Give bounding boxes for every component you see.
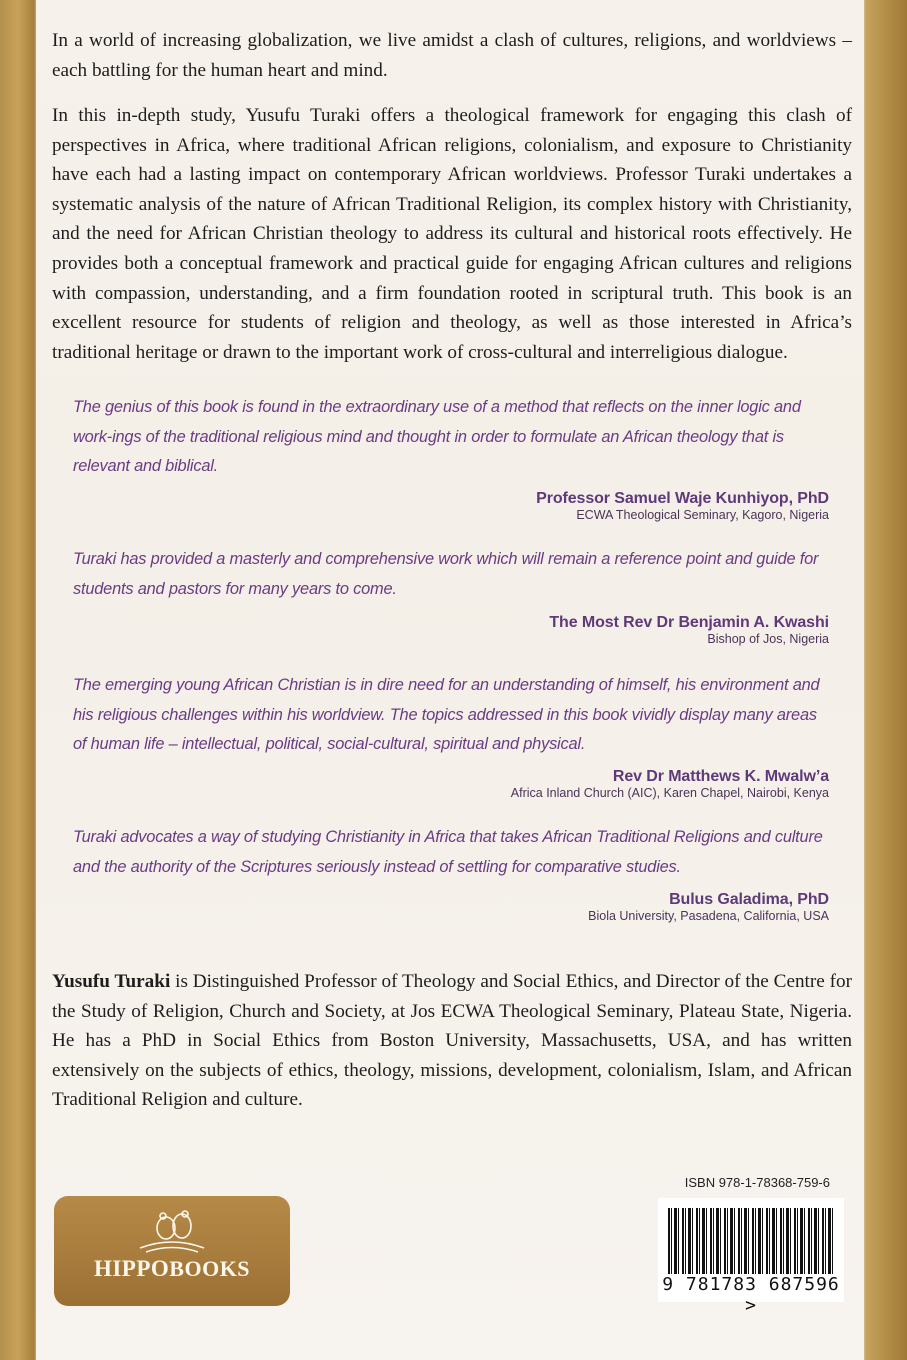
barcode-bars [668, 1208, 834, 1274]
endorser-name: The Most Rev Dr Benjamin A. Kwashi [549, 614, 829, 631]
endorser-name: Bulus Galadima, PhD [669, 891, 829, 908]
publisher-logo [54, 1196, 290, 1306]
endorser-affiliation: Africa Inland Church (AIC), Karen Chapel, Nairobi, Kenya [510, 786, 829, 800]
barcode [658, 1198, 844, 1316]
endorsement-attribution [73, 614, 829, 646]
publisher-name: HIPPOBOOKS [93, 1256, 251, 1281]
endorser-affiliation: Biola University, Pasadena, California, USA [588, 909, 829, 923]
endorsement-attribution [73, 891, 829, 923]
intro-paragraph-2: In this in-depth study, Yusufu Turaki offers a theological framework for engaging this clash of perspectives in Africa, where traditional African religions, colonialism, and exposure to Christianity have each had a lasting impact on contemporary African worldviews. Professor Turaki undertakes a systematic analysis of the nature of African Traditional Religion, its complex history with Christianity, and the need for African Christian theology to address its cultural and historical roots effectively. He provides both a conceptual framework and practical guide for engaging African cultures and religions with compassion, understanding, and a firm foundation rooted in scriptural truth. This book is an excellent resource for students of religion and theology, as well as those interested in Africa’s traditional heritage or drawn to the important work of cross-cultural and interreligious dialogue. [52, 105, 852, 363]
endorsement-quote: The genius of this book is found in the extraordinary use of a method that reflects on the inner logic and work-ings of the traditional religious mind and thought in order to formulate an African theology that is relevant and biblical. [73, 398, 801, 476]
author-name: Yusufu Turaki [52, 971, 171, 992]
endorsement-quote: The emerging young African Christian is in dire need for an understanding of himself, his environment and his religious challenges within his worldview. The topics addressed in this book vividly display many areas of human life – intellectual, political, social-cultural, spiritual and physical. [73, 676, 820, 754]
endorsement-quote: Turaki advocates a way of studying Christianity in Africa that takes African Traditional Religions and culture and the authority of the Scriptures seriously instead of settling for comparative studies. [73, 828, 823, 876]
endorser-name: Rev Dr Matthews K. Mwalw’a [612, 768, 829, 785]
endorser-affiliation: ECWA Theological Seminary, Kagoro, Nigeria [576, 508, 829, 522]
author-bio-text: is Distinguished Professor of Theology and Social Ethics, and Director of the Centre for the Study of Religion, Church and Society, at Jos ECWA Theological Seminary, Plateau State, Nigeria. He has a PhD in Social Ethics from Boston University, Massachusetts, USA, and has written extensively on the subjects of ethics, theology, missions, development, colonialism, Islam, and African Traditional Religion and culture. [52, 971, 852, 1111]
endorser-name: Professor Samuel Waje Kunhiyop, PhD [536, 490, 829, 507]
author-bio [52, 967, 852, 1115]
endorser-affiliation: Bishop of Jos, Nigeria [707, 632, 829, 646]
endorsement-attribution [73, 768, 829, 800]
intro-paragraph-1: In a world of increasing globalization, we live amidst a clash of cultures, religions, and worldviews – each battling for the human heart and mind. [52, 30, 852, 81]
isbn-label: ISBN 978-1-78368-759-6 [684, 1175, 830, 1190]
endorsement-quote: Turaki has provided a masterly and comprehensive work which will remain a reference point and guide for students and pastors for many years to come. [73, 550, 819, 598]
endorsement-attribution [73, 490, 829, 522]
barcode-digits: 9 781783 687596 > [662, 1274, 840, 1316]
